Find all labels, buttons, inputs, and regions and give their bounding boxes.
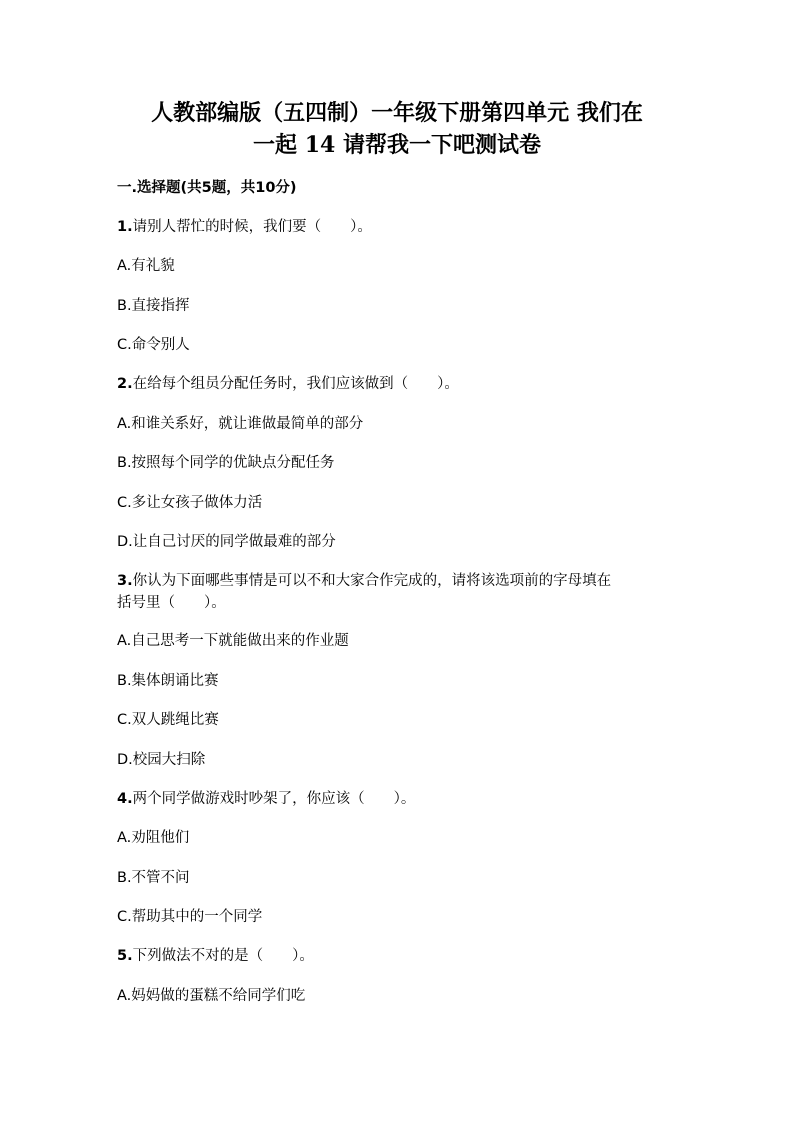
- question-2: [117, 374, 459, 394]
- option-1a: A.有礼貌: [117, 258, 175, 274]
- option-5a: A.妈妈做的蛋糕不给同学们吃: [117, 988, 306, 1004]
- section-heading: 一.选择题(共5题，共10分): [117, 180, 297, 196]
- question-text: 下列做法不对的是（ ）。: [132, 948, 314, 964]
- question-number: 1.: [117, 219, 133, 235]
- exam-title-line-1: 人教部编版（五四制）一年级下册第四单元 我们在: [151, 100, 643, 126]
- option-1b: B.直接指挥: [117, 298, 190, 314]
- question-text: 两个同学做游戏时吵架了，你应该（ ）。: [132, 791, 416, 807]
- question-1: [117, 217, 372, 237]
- question-4: [117, 789, 415, 809]
- question-number: 2.: [117, 376, 133, 392]
- question-number: 4.: [117, 791, 133, 807]
- option-2d: D.让自己讨厌的同学做最难的部分: [117, 534, 336, 550]
- option-2c: C.多让女孩子做体力活: [117, 495, 263, 511]
- option-3d: D.校园大扫除: [117, 752, 206, 768]
- option-3a: A.自己思考一下就能做出来的作业题: [117, 633, 349, 649]
- question-5: [117, 946, 314, 966]
- option-2a: A.和谁关系好，就让谁做最简单的部分: [117, 416, 364, 432]
- option-2b: B.按照每个同学的优缺点分配任务: [117, 455, 335, 471]
- question-text: 请别人帮忙的时候，我们要（ ）。: [132, 219, 372, 235]
- question-3-continuation: 括号里（ ）。: [117, 595, 226, 611]
- option-1c: C.命令别人: [117, 337, 190, 353]
- option-3b: B.集体朗诵比赛: [117, 673, 219, 689]
- option-4a: A.劝阻他们: [117, 830, 190, 846]
- exam-title-line-2: 一起 14 请帮我一下吧测试卷: [253, 132, 541, 158]
- option-3c: C.双人跳绳比赛: [117, 712, 219, 728]
- option-4b: B.不管不问: [117, 870, 190, 886]
- option-4c: C.帮助其中的一个同学: [117, 909, 263, 925]
- question-number: 5.: [117, 948, 133, 964]
- question-text: 你认为下面哪些事情是可以不和大家合作完成的，请将该选项前的字母填在: [132, 573, 612, 589]
- question-3: [117, 571, 611, 591]
- question-number: 3.: [117, 573, 133, 589]
- question-text: 在给每个组员分配任务时，我们应该做到（ ）。: [132, 376, 459, 392]
